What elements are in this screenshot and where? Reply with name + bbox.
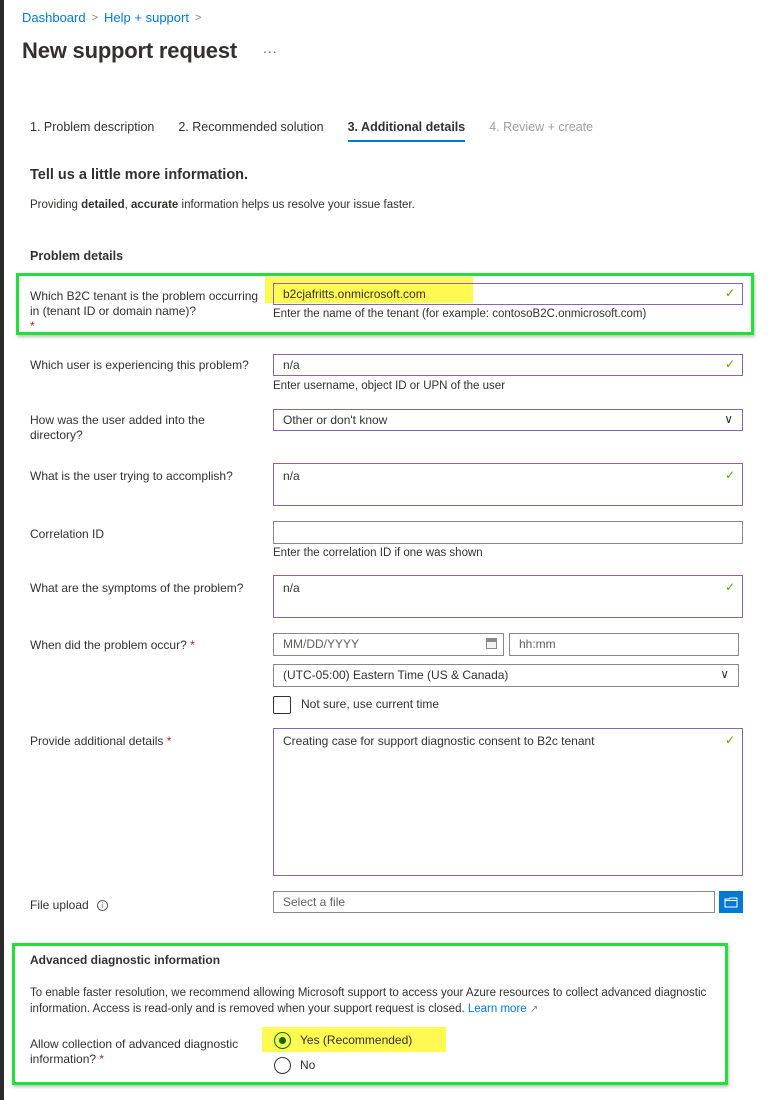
correlation-input[interactable] (273, 521, 743, 544)
tenant-label: Which B2C tenant is the problem occurring in (tenant ID or domain name)? * (30, 289, 259, 333)
wizard-tabs (30, 120, 617, 142)
problem-details-heading: Problem details (30, 249, 124, 263)
radio-yes[interactable] (274, 1032, 291, 1049)
breadcrumb-separator: > (194, 11, 202, 24)
details-label: Provide additional details * (30, 734, 172, 748)
radio-no-label[interactable]: No (300, 1058, 316, 1072)
learn-more-link[interactable]: Learn more ↗ (467, 1003, 539, 1015)
breadcrumb-dashboard[interactable]: Dashboard (22, 10, 86, 25)
valid-check-icon: ✓ (724, 580, 735, 594)
details-textarea[interactable]: Creating case for support diagnostic consent to B2c tenant ✓ (273, 728, 743, 876)
valid-check-icon: ✓ (724, 468, 735, 482)
allow-collection-label: Allow collection of advanced diagnostic information? * (30, 1037, 239, 1066)
user-hint: Enter username, object ID or UPN of the user (273, 380, 506, 392)
file-select-input[interactable]: Select a file (273, 891, 715, 913)
radio-no[interactable] (274, 1057, 291, 1074)
breadcrumb (22, 10, 201, 25)
tenant-input[interactable]: b2cjafritts.onmicrosoft.com ✓ (273, 283, 743, 305)
valid-check-icon: ✓ (724, 286, 735, 300)
valid-check-icon: ✓ (724, 733, 735, 747)
chevron-down-icon: ∨ (724, 412, 733, 426)
not-sure-checkbox[interactable] (273, 696, 291, 714)
file-upload-label: File upload i (30, 898, 108, 913)
not-sure-label[interactable]: Not sure, use current time (301, 697, 440, 711)
tab-review-create: 4. Review + create (489, 120, 594, 134)
radio-yes-label[interactable]: Yes (Recommended) (300, 1033, 413, 1047)
symptoms-label: What are the symptoms of the problem? (30, 581, 244, 595)
user-added-label: How was the user added into the directory? (30, 413, 205, 442)
user-input[interactable]: n/a ✓ (273, 354, 743, 376)
browse-file-button[interactable] (719, 891, 743, 913)
correlation-label: Correlation ID (30, 527, 105, 541)
accomplish-textarea[interactable]: n/a ✓ (273, 463, 743, 506)
date-input[interactable]: MM/DD/YYYY (273, 633, 504, 656)
tab-recommended-solution[interactable]: 2. Recommended solution (178, 120, 324, 134)
more-options-button[interactable]: ... (263, 40, 278, 56)
intro-heading: Tell us a little more information. (30, 167, 249, 183)
chevron-down-icon: ∨ (720, 667, 729, 681)
user-added-dropdown[interactable]: Other or don't know ∨ (273, 409, 743, 431)
intro-text: Providing detailed, accurate information helps us resolve your issue faster. (30, 199, 415, 211)
accomplish-label: What is the user trying to accomplish? (30, 469, 233, 483)
folder-icon (724, 897, 738, 908)
advanced-description: To enable faster resolution, we recommend allowing Microsoft support to access your Azure resources to collect advanced diagnostic information. Access is read-only and is removed when your support request is closed. Learn more ↗ (30, 987, 707, 1015)
symptoms-textarea[interactable]: n/a ✓ (273, 575, 743, 618)
timezone-dropdown[interactable]: (UTC-05:00) Eastern Time (US & Canada) ∨ (273, 664, 739, 687)
page-title: New support request (22, 38, 238, 63)
user-label: Which user is experiencing this problem? (30, 358, 249, 372)
window-edge (0, 0, 4, 1100)
info-icon[interactable]: i (97, 900, 108, 911)
time-input[interactable]: hh:mm (509, 633, 739, 656)
correlation-hint: Enter the correlation ID if one was shown (273, 547, 483, 559)
tab-additional-details[interactable]: 3. Additional details (348, 120, 466, 142)
calendar-icon[interactable] (486, 638, 497, 649)
page-header (22, 38, 278, 64)
advanced-heading: Advanced diagnostic information (30, 953, 221, 967)
tenant-hint: Enter the name of the tenant (for example: contosoB2C.onmicrosoft.com) (273, 308, 647, 320)
when-label: When did the problem occur? * (30, 638, 195, 652)
breadcrumb-separator: > (91, 11, 99, 24)
tab-problem-description[interactable]: 1. Problem description (30, 120, 155, 134)
external-link-icon: ↗ (529, 1004, 539, 1015)
valid-check-icon: ✓ (724, 357, 735, 371)
breadcrumb-help-support[interactable]: Help + support (104, 10, 189, 25)
